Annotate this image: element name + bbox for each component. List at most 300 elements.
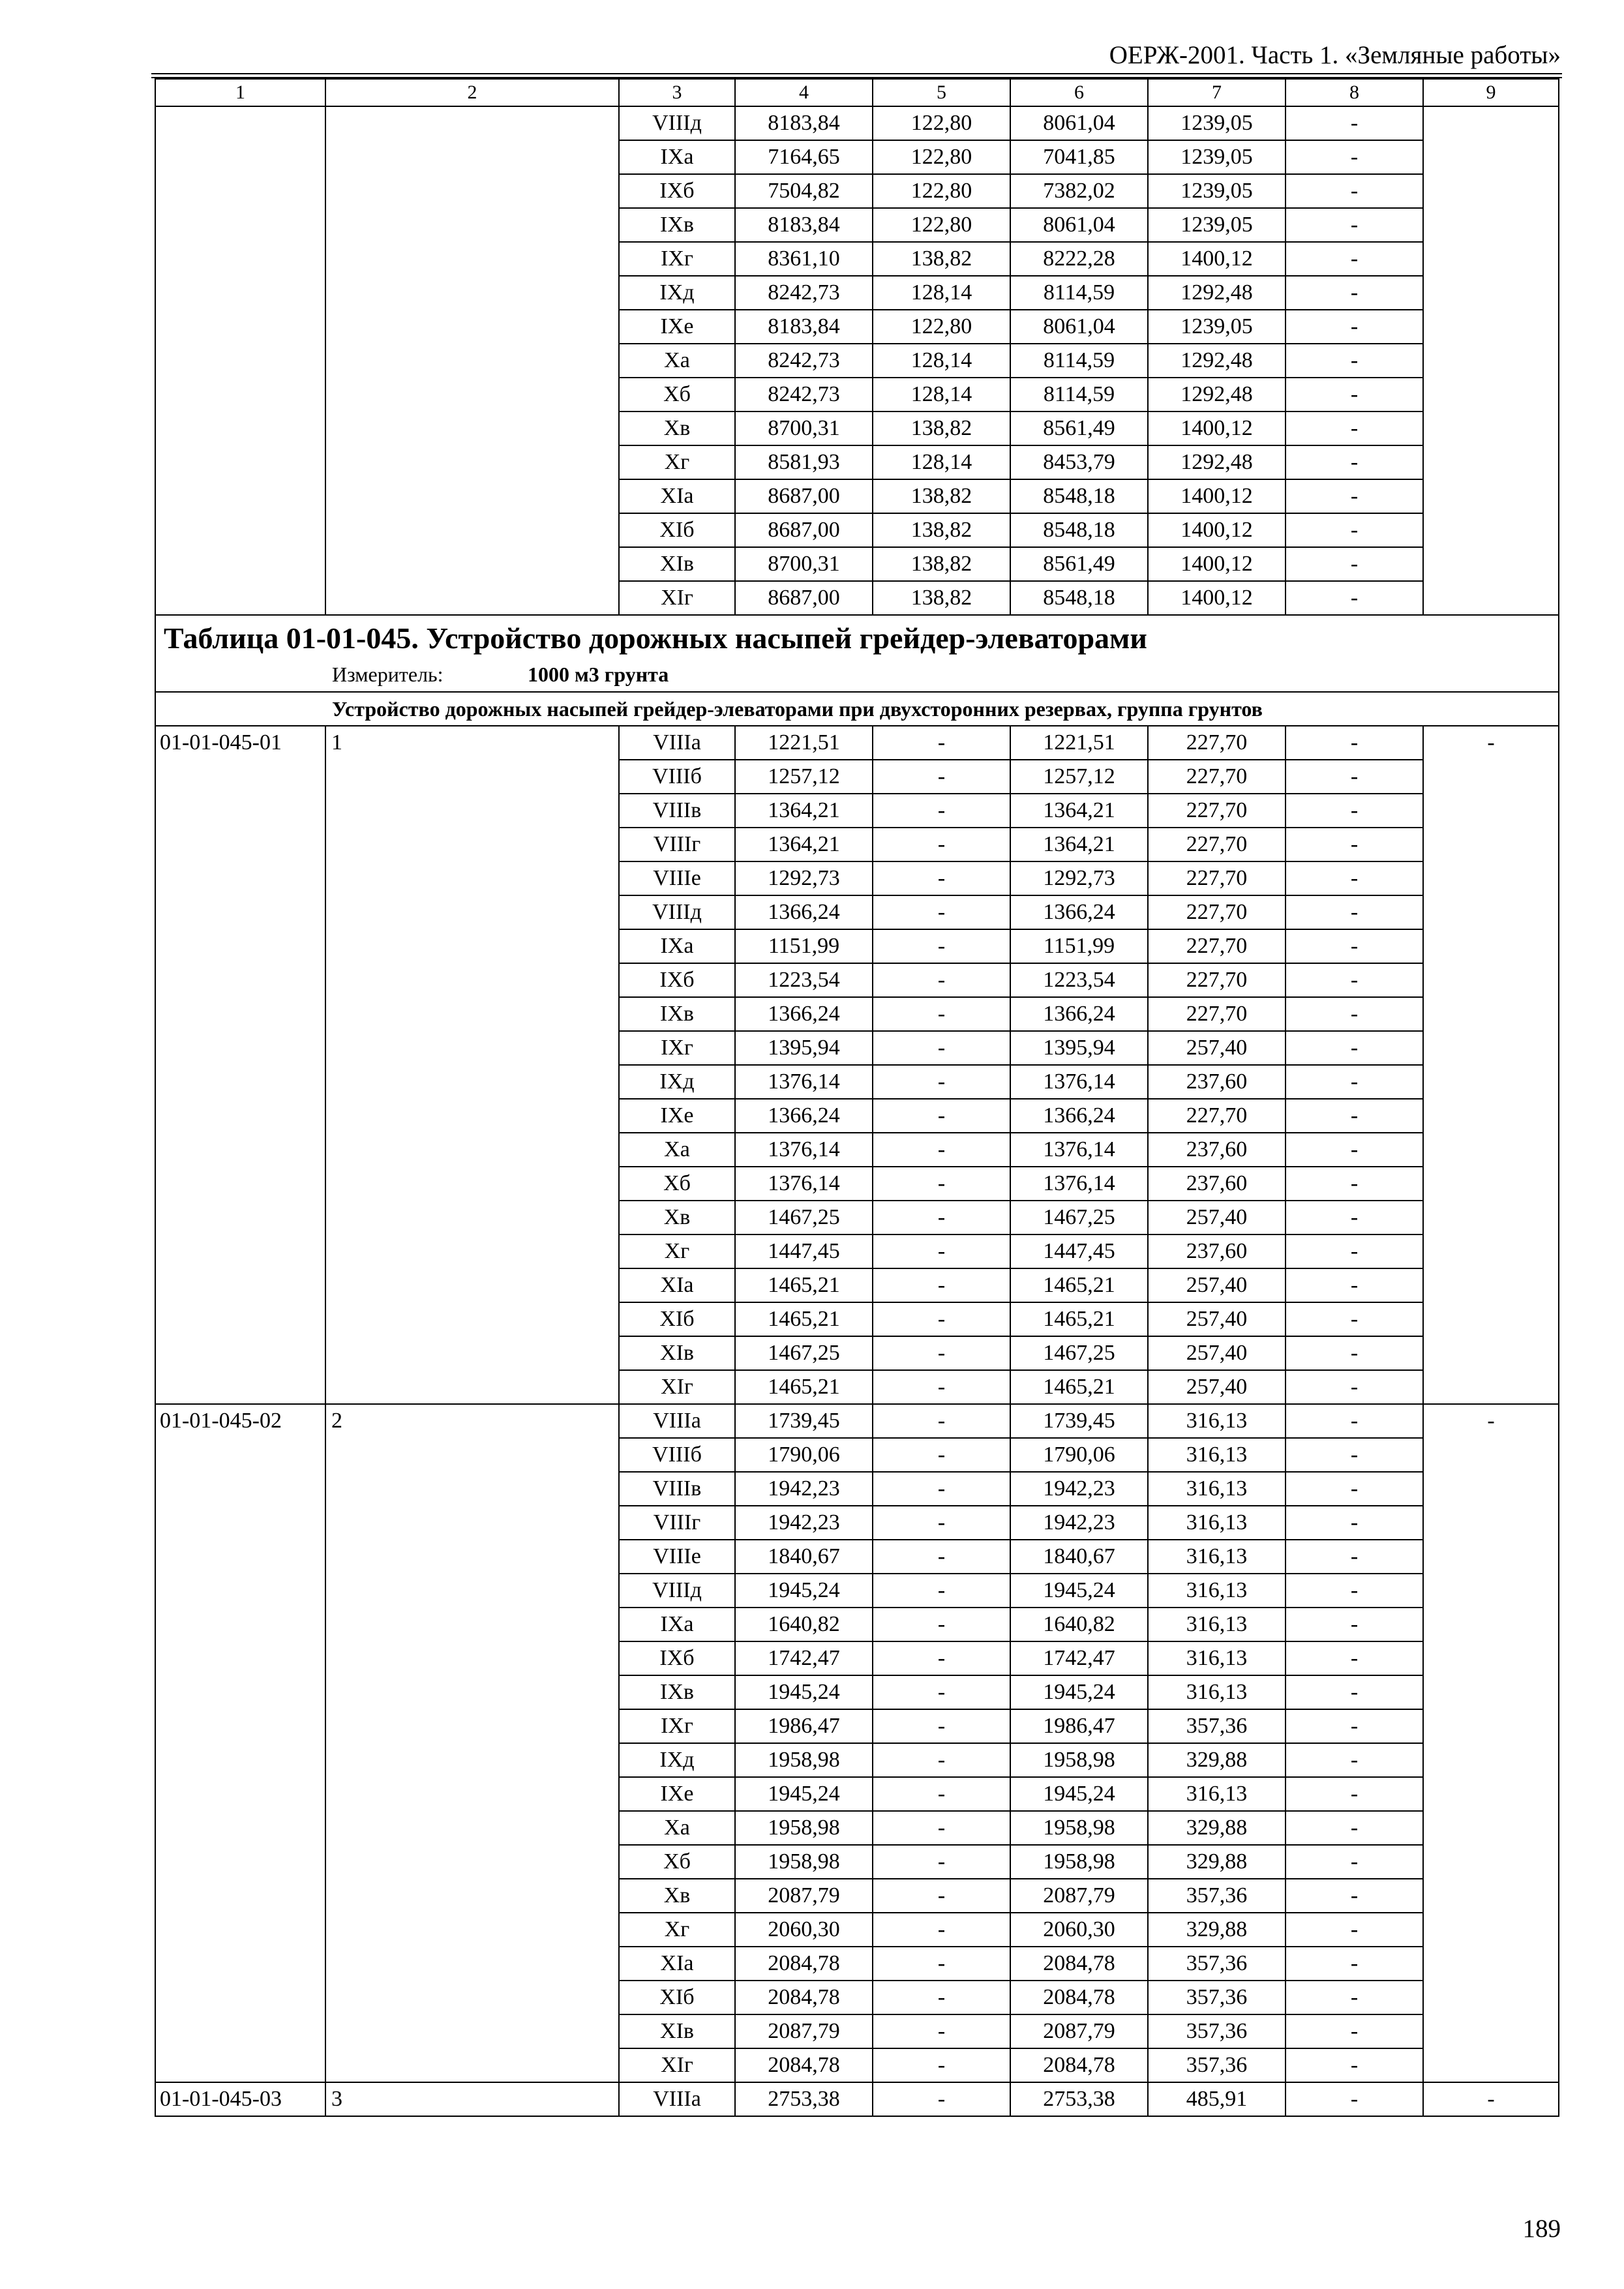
value-cell: - <box>873 1777 1010 1811</box>
value-cell: 8561,49 <box>1010 411 1148 445</box>
value-cell: Xа <box>619 1811 735 1845</box>
value-cell: - <box>873 1404 1010 1438</box>
value-cell: - <box>1286 513 1423 547</box>
value-cell: 1400,12 <box>1148 581 1286 615</box>
value-cell: - <box>1286 344 1423 378</box>
value-cell: - <box>1286 1574 1423 1608</box>
value-cell: - <box>1286 1879 1423 1913</box>
value-cell: 357,36 <box>1148 1709 1286 1743</box>
value-cell: VIIIб <box>619 760 735 794</box>
value-cell: VIIIб <box>619 1438 735 1472</box>
value-cell: 1292,48 <box>1148 445 1286 479</box>
value-cell: IXд <box>619 1065 735 1099</box>
value-cell: - <box>873 1540 1010 1574</box>
value-cell: 1945,24 <box>735 1574 873 1608</box>
value-cell: Xб <box>619 1845 735 1879</box>
value-cell: 2084,78 <box>1010 2048 1148 2082</box>
value-cell: 316,13 <box>1148 1540 1286 1574</box>
value-cell: VIIIа <box>619 726 735 760</box>
value-cell: IXд <box>619 1743 735 1777</box>
value-cell: Xа <box>619 1133 735 1167</box>
value-cell: - <box>873 1201 1010 1234</box>
value-cell: 316,13 <box>1148 1438 1286 1472</box>
value-cell: Xб <box>619 1167 735 1201</box>
value-cell: - <box>1286 1641 1423 1675</box>
col9-cell: - <box>1423 726 1559 1404</box>
value-cell: 128,14 <box>873 378 1010 411</box>
value-cell: - <box>873 963 1010 997</box>
value-cell: - <box>1286 411 1423 445</box>
value-cell: 1467,25 <box>735 1336 873 1370</box>
value-cell: 1958,98 <box>735 1811 873 1845</box>
value-cell: XIа <box>619 479 735 513</box>
value-cell: 8061,04 <box>1010 310 1148 344</box>
column-header: 6 <box>1010 79 1148 106</box>
value-cell: 1945,24 <box>1010 1675 1148 1709</box>
value-cell: VIIIе <box>619 1540 735 1574</box>
value-cell: IXа <box>619 929 735 963</box>
value-cell: 1958,98 <box>735 1743 873 1777</box>
value-cell: 1942,23 <box>735 1472 873 1506</box>
measure-label: Измеритель: <box>332 663 444 686</box>
value-cell: 1467,25 <box>735 1201 873 1234</box>
value-cell: 8242,73 <box>735 344 873 378</box>
value-cell: 357,36 <box>1148 1879 1286 1913</box>
value-cell: - <box>873 1099 1010 1133</box>
value-cell: 1942,23 <box>1010 1472 1148 1506</box>
value-cell: 237,60 <box>1148 1167 1286 1201</box>
value-cell: 227,70 <box>1148 895 1286 929</box>
value-cell: 1447,45 <box>1010 1234 1148 1268</box>
value-cell: - <box>873 1574 1010 1608</box>
value-cell: - <box>1286 547 1423 581</box>
value-cell: VIIIв <box>619 794 735 828</box>
value-cell: 8242,73 <box>735 378 873 411</box>
value-cell: - <box>873 760 1010 794</box>
value-cell: Xг <box>619 1913 735 1947</box>
value-cell: 8361,10 <box>735 242 873 276</box>
value-cell: - <box>873 2014 1010 2048</box>
value-cell: 1958,98 <box>1010 1845 1148 1879</box>
value-cell: 1223,54 <box>735 963 873 997</box>
value-cell: - <box>873 1981 1010 2014</box>
value-cell: IXб <box>619 174 735 208</box>
value-cell: IXв <box>619 208 735 242</box>
value-cell: 1223,54 <box>1010 963 1148 997</box>
measure-value: 1000 м3 грунта <box>528 663 669 686</box>
column-header: 7 <box>1148 79 1286 106</box>
value-cell: - <box>873 1133 1010 1167</box>
value-cell: 1400,12 <box>1148 513 1286 547</box>
value-cell: 1151,99 <box>735 929 873 963</box>
value-cell: - <box>1286 1608 1423 1641</box>
value-cell: 2753,38 <box>735 2082 873 2116</box>
value-cell: 7041,85 <box>1010 140 1148 174</box>
value-cell: - <box>873 1913 1010 1947</box>
value-cell: - <box>1286 1981 1423 2014</box>
value-cell: IXв <box>619 997 735 1031</box>
value-cell: - <box>1286 895 1423 929</box>
value-cell: - <box>873 1811 1010 1845</box>
value-cell: 1986,47 <box>735 1709 873 1743</box>
value-cell: XIв <box>619 2014 735 2048</box>
value-cell: 1395,94 <box>735 1031 873 1065</box>
value-cell: - <box>1286 760 1423 794</box>
value-cell: 316,13 <box>1148 1506 1286 1540</box>
value-cell: 316,13 <box>1148 1641 1286 1675</box>
code-cell: 01-01-045-02 <box>155 1404 325 2082</box>
value-cell: 1465,21 <box>1010 1370 1148 1404</box>
page-header-title: ОЕРЖ-2001. Часть 1. «Земляные работы» <box>1109 41 1561 69</box>
num-cell: 3 <box>325 2082 619 2116</box>
value-cell: XIб <box>619 513 735 547</box>
value-cell: - <box>1286 479 1423 513</box>
value-cell: 1465,21 <box>735 1268 873 1302</box>
value-cell: Xг <box>619 445 735 479</box>
value-cell: 257,40 <box>1148 1031 1286 1065</box>
value-cell: - <box>873 1031 1010 1065</box>
value-cell: - <box>1286 2082 1423 2116</box>
value-cell: 8061,04 <box>1010 208 1148 242</box>
col9-cell: - <box>1423 1404 1559 2082</box>
value-cell: 1942,23 <box>1010 1506 1148 1540</box>
value-cell: 1366,24 <box>735 895 873 929</box>
value-cell: - <box>1286 1370 1423 1404</box>
value-cell: - <box>1286 1268 1423 1302</box>
value-cell: - <box>1286 208 1423 242</box>
value-cell: Xв <box>619 1879 735 1913</box>
value-cell: 1945,24 <box>735 1675 873 1709</box>
value-cell: 257,40 <box>1148 1201 1286 1234</box>
value-cell: - <box>1286 1472 1423 1506</box>
table-title: Таблица 01-01-045. Устройство дорожных насыпей грейдер-элеваторами <box>164 621 1147 655</box>
value-cell: - <box>1286 2048 1423 2082</box>
value-cell: - <box>1286 963 1423 997</box>
value-cell: 1366,24 <box>1010 895 1148 929</box>
value-cell: 2084,78 <box>735 2048 873 2082</box>
value-cell: IXг <box>619 1709 735 1743</box>
value-cell: - <box>873 1743 1010 1777</box>
value-cell: 227,70 <box>1148 828 1286 861</box>
value-cell: 138,82 <box>873 479 1010 513</box>
value-cell: IXб <box>619 963 735 997</box>
value-cell: VIIIг <box>619 1506 735 1540</box>
value-cell: 1790,06 <box>1010 1438 1148 1472</box>
value-cell: - <box>873 1472 1010 1506</box>
value-cell: - <box>873 2082 1010 2116</box>
value-cell: 8700,31 <box>735 547 873 581</box>
value-cell: 1790,06 <box>735 1438 873 1472</box>
value-cell: - <box>873 1167 1010 1201</box>
value-cell: - <box>873 2048 1010 2082</box>
value-cell: 1292,48 <box>1148 378 1286 411</box>
value-cell: 8687,00 <box>735 581 873 615</box>
value-cell: - <box>873 794 1010 828</box>
column-header: 5 <box>873 79 1010 106</box>
value-cell: 8581,93 <box>735 445 873 479</box>
value-cell: 1292,48 <box>1148 344 1286 378</box>
value-cell: 1465,21 <box>735 1302 873 1336</box>
value-cell: 1376,14 <box>1010 1133 1148 1167</box>
value-cell: - <box>1286 1404 1423 1438</box>
value-cell: 1467,25 <box>1010 1201 1148 1234</box>
value-cell: 8453,79 <box>1010 445 1148 479</box>
value-cell: - <box>1286 1201 1423 1234</box>
value-cell: 1151,99 <box>1010 929 1148 963</box>
value-cell: 257,40 <box>1148 1370 1286 1404</box>
value-cell: 1739,45 <box>735 1404 873 1438</box>
value-cell: - <box>1286 1302 1423 1336</box>
value-cell: 8687,00 <box>735 479 873 513</box>
value-cell: Xв <box>619 1201 735 1234</box>
value-cell: 1292,48 <box>1148 276 1286 310</box>
value-cell: IXг <box>619 1031 735 1065</box>
value-cell: - <box>1286 1031 1423 1065</box>
value-cell: - <box>873 1370 1010 1404</box>
value-cell: 1840,67 <box>735 1540 873 1574</box>
value-cell: 138,82 <box>873 411 1010 445</box>
value-cell: 1945,24 <box>735 1777 873 1811</box>
value-cell: 1257,12 <box>1010 760 1148 794</box>
value-cell: 1376,14 <box>735 1133 873 1167</box>
value-cell: VIIIд <box>619 1574 735 1608</box>
value-cell: - <box>873 1336 1010 1370</box>
value-cell: 2753,38 <box>1010 2082 1148 2116</box>
value-cell: - <box>1286 1336 1423 1370</box>
value-cell: - <box>1286 445 1423 479</box>
value-cell: - <box>1286 140 1423 174</box>
value-cell: XIг <box>619 581 735 615</box>
value-cell: 8183,84 <box>735 310 873 344</box>
num-cell: 1 <box>325 726 619 1404</box>
value-cell: 8548,18 <box>1010 581 1148 615</box>
value-cell: - <box>1286 1438 1423 1472</box>
value-cell: 1400,12 <box>1148 411 1286 445</box>
value-cell: 1400,12 <box>1148 242 1286 276</box>
value-cell: 227,70 <box>1148 794 1286 828</box>
value-cell: 316,13 <box>1148 1777 1286 1811</box>
table-row <box>155 2082 1559 2116</box>
value-cell: - <box>1286 581 1423 615</box>
column-header: 2 <box>325 79 619 106</box>
page-number: 189 <box>1522 2215 1561 2243</box>
value-cell: 357,36 <box>1148 1981 1286 2014</box>
value-cell: 1366,24 <box>1010 997 1148 1031</box>
value-cell: IXе <box>619 1099 735 1133</box>
value-cell: VIIIе <box>619 861 735 895</box>
value-cell: 128,14 <box>873 445 1010 479</box>
value-cell: XIа <box>619 1268 735 1302</box>
value-cell: 329,88 <box>1148 1913 1286 1947</box>
value-cell: - <box>1286 794 1423 828</box>
value-cell: 2087,79 <box>1010 2014 1148 2048</box>
value-cell: - <box>873 1506 1010 1540</box>
value-cell: XIб <box>619 1981 735 2014</box>
value-cell: 8700,31 <box>735 411 873 445</box>
value-cell: 227,70 <box>1148 861 1286 895</box>
value-cell: 329,88 <box>1148 1845 1286 1879</box>
value-cell: - <box>1286 1506 1423 1540</box>
value-cell: 122,80 <box>873 310 1010 344</box>
value-cell: - <box>873 1879 1010 1913</box>
table-row <box>155 106 1559 140</box>
value-cell: 2084,78 <box>1010 1981 1148 2014</box>
value-cell: IXб <box>619 1641 735 1675</box>
value-cell: - <box>873 1608 1010 1641</box>
value-cell: 1366,24 <box>1010 1099 1148 1133</box>
value-cell: 316,13 <box>1148 1675 1286 1709</box>
value-cell: - <box>1286 861 1423 895</box>
value-cell: - <box>1286 106 1423 140</box>
value-cell: VIIIв <box>619 1472 735 1506</box>
value-cell: 138,82 <box>873 242 1010 276</box>
value-cell: 227,70 <box>1148 1099 1286 1133</box>
value-cell: - <box>1286 1913 1423 1947</box>
value-cell: VIIIа <box>619 2082 735 2116</box>
value-cell: 1465,21 <box>735 1370 873 1404</box>
value-cell: - <box>873 997 1010 1031</box>
value-cell: - <box>873 1438 1010 1472</box>
value-cell: - <box>1286 997 1423 1031</box>
value-cell: 1395,94 <box>1010 1031 1148 1065</box>
value-cell: VIIIд <box>619 895 735 929</box>
value-cell: 8183,84 <box>735 106 873 140</box>
table-title-row <box>155 615 1559 692</box>
value-cell: 1958,98 <box>735 1845 873 1879</box>
value-cell: 1376,14 <box>735 1065 873 1099</box>
value-cell: - <box>1286 1099 1423 1133</box>
value-cell: 1366,24 <box>735 997 873 1031</box>
value-cell: VIIIг <box>619 828 735 861</box>
value-cell: - <box>873 1234 1010 1268</box>
value-cell: 128,14 <box>873 276 1010 310</box>
value-cell: 138,82 <box>873 513 1010 547</box>
value-cell: 329,88 <box>1148 1811 1286 1845</box>
value-cell: - <box>873 1065 1010 1099</box>
value-cell: - <box>1286 1709 1423 1743</box>
value-cell: 227,70 <box>1148 997 1286 1031</box>
column-header: 3 <box>619 79 735 106</box>
value-cell: - <box>1286 1777 1423 1811</box>
column-header: 4 <box>735 79 873 106</box>
value-cell: XIб <box>619 1302 735 1336</box>
value-cell: 7164,65 <box>735 140 873 174</box>
value-cell: - <box>1286 378 1423 411</box>
value-cell: 316,13 <box>1148 1472 1286 1506</box>
code-cell: 01-01-045-03 <box>155 2082 325 2116</box>
value-cell: 1239,05 <box>1148 310 1286 344</box>
value-cell: 138,82 <box>873 581 1010 615</box>
value-cell: 8061,04 <box>1010 106 1148 140</box>
value-cell: VIIIа <box>619 1404 735 1438</box>
value-cell: Xа <box>619 344 735 378</box>
value-cell: 1640,82 <box>1010 1608 1148 1641</box>
value-cell: - <box>1286 174 1423 208</box>
column-header: 1 <box>155 79 325 106</box>
col9-cell <box>1423 106 1559 615</box>
value-cell: 1221,51 <box>1010 726 1148 760</box>
value-cell: IXе <box>619 310 735 344</box>
value-cell: 1942,23 <box>735 1506 873 1540</box>
value-cell: 138,82 <box>873 547 1010 581</box>
column-header: 8 <box>1286 79 1423 106</box>
value-cell: 1364,21 <box>735 794 873 828</box>
value-cell: 7504,82 <box>735 174 873 208</box>
value-cell: 2087,79 <box>735 2014 873 2048</box>
value-cell: 1239,05 <box>1148 140 1286 174</box>
value-cell: VIIIд <box>619 106 735 140</box>
value-cell: 2060,30 <box>1010 1913 1148 1947</box>
value-cell: XIа <box>619 1947 735 1981</box>
value-cell: 1945,24 <box>1010 1574 1148 1608</box>
code-cell <box>155 106 325 615</box>
value-cell: 357,36 <box>1148 2048 1286 2082</box>
col9-cell: - <box>1423 2082 1559 2116</box>
value-cell: - <box>873 726 1010 760</box>
value-cell: - <box>1286 1845 1423 1879</box>
value-cell: 2084,78 <box>735 1947 873 1981</box>
value-cell: IXа <box>619 140 735 174</box>
column-header-row <box>155 79 1559 106</box>
value-cell: 8114,59 <box>1010 378 1148 411</box>
value-cell: - <box>1286 726 1423 760</box>
value-cell: 227,70 <box>1148 760 1286 794</box>
value-cell: 1239,05 <box>1148 208 1286 242</box>
value-cell: Xг <box>619 1234 735 1268</box>
value-cell: - <box>873 1302 1010 1336</box>
value-cell: 8114,59 <box>1010 276 1148 310</box>
value-cell: 316,13 <box>1148 1608 1286 1641</box>
measure-line <box>156 661 1558 691</box>
value-cell: 1467,25 <box>1010 1336 1148 1370</box>
value-cell: 357,36 <box>1148 1947 1286 1981</box>
value-cell: XIг <box>619 2048 735 2082</box>
value-cell: - <box>873 929 1010 963</box>
subtitle-row <box>155 692 1559 726</box>
value-cell: 257,40 <box>1148 1268 1286 1302</box>
value-cell: 122,80 <box>873 140 1010 174</box>
value-cell: 8242,73 <box>735 276 873 310</box>
value-cell: 1465,21 <box>1010 1268 1148 1302</box>
value-cell: 1840,67 <box>1010 1540 1148 1574</box>
table-row <box>155 1404 1559 1438</box>
value-cell: 8548,18 <box>1010 479 1148 513</box>
value-cell: 7382,02 <box>1010 174 1148 208</box>
value-cell: 8183,84 <box>735 208 873 242</box>
value-cell: 1364,21 <box>1010 794 1148 828</box>
value-cell: 1742,47 <box>1010 1641 1148 1675</box>
value-cell: - <box>1286 1234 1423 1268</box>
value-cell: 1292,73 <box>1010 861 1148 895</box>
value-cell: 8561,49 <box>1010 547 1148 581</box>
value-cell: 1376,14 <box>735 1167 873 1201</box>
value-cell: IXа <box>619 1608 735 1641</box>
value-cell: 1400,12 <box>1148 547 1286 581</box>
value-cell: 122,80 <box>873 174 1010 208</box>
value-cell: IXд <box>619 276 735 310</box>
value-cell: 2084,78 <box>735 1981 873 2014</box>
value-cell: - <box>873 1947 1010 1981</box>
value-cell: 2087,79 <box>735 1879 873 1913</box>
value-cell: IXг <box>619 242 735 276</box>
value-cell: IXе <box>619 1777 735 1811</box>
value-cell: - <box>1286 929 1423 963</box>
value-cell: - <box>1286 1947 1423 1981</box>
value-cell: 8548,18 <box>1010 513 1148 547</box>
value-cell: 1739,45 <box>1010 1404 1148 1438</box>
value-cell: 257,40 <box>1148 1336 1286 1370</box>
value-cell: 2087,79 <box>1010 1879 1148 1913</box>
